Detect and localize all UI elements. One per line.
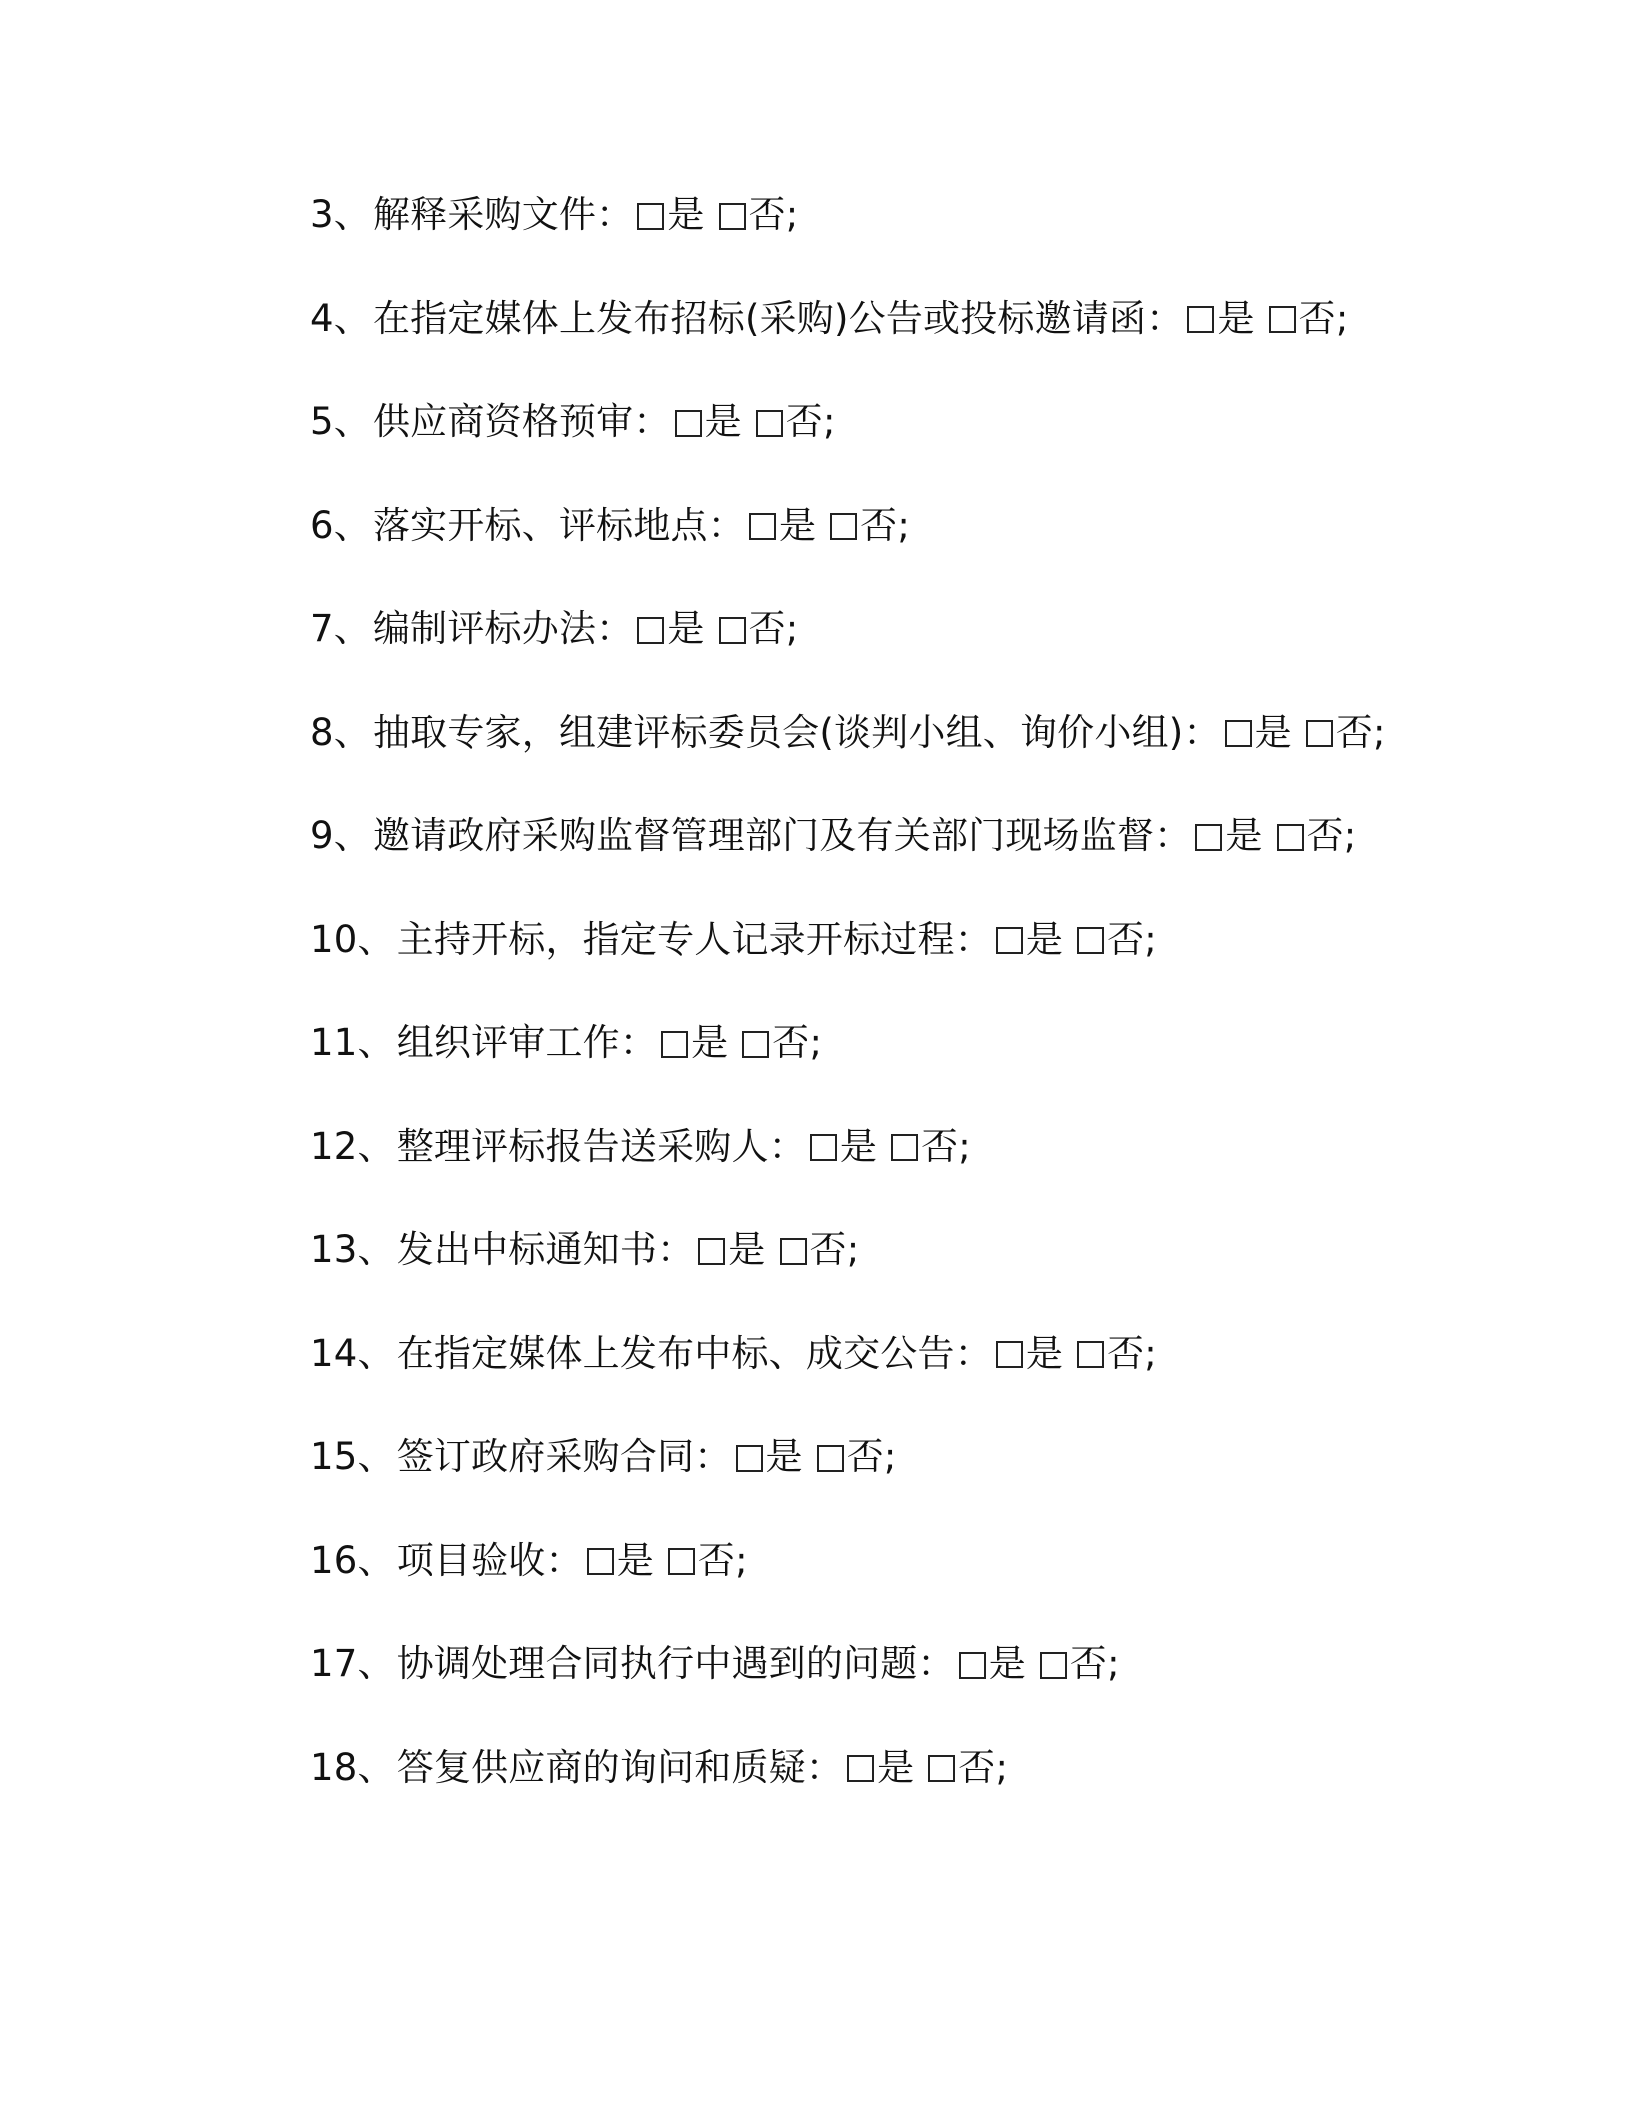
checkbox-icon[interactable] bbox=[719, 617, 746, 644]
no-label: 否 bbox=[860, 503, 898, 547]
checkbox-icon[interactable] bbox=[830, 513, 857, 540]
checklist-item bbox=[310, 1018, 1570, 1122]
yes-label: 是 bbox=[616, 1538, 654, 1582]
item-text: 邀请政府采购监督管理部门及有关部门现场监督 bbox=[372, 814, 1155, 857]
checkbox-icon[interactable] bbox=[810, 1134, 837, 1161]
item-end: ; bbox=[897, 503, 911, 547]
item-end: ; bbox=[1373, 710, 1386, 754]
item-separator: 、 bbox=[357, 1124, 395, 1168]
no-option[interactable] bbox=[1040, 1639, 1107, 1689]
item-number: 13 bbox=[310, 1228, 358, 1271]
yes-option[interactable] bbox=[698, 1225, 765, 1275]
yes-label: 是 bbox=[667, 193, 705, 236]
item-colon: ： bbox=[954, 1331, 992, 1375]
no-label: 否 bbox=[785, 400, 823, 443]
item-separator: 、 bbox=[333, 296, 371, 340]
checklist-item bbox=[310, 190, 1570, 294]
checkbox-icon[interactable] bbox=[719, 203, 746, 230]
item-text: 发出中标通知书 bbox=[396, 1228, 658, 1271]
no-option[interactable] bbox=[1077, 1329, 1144, 1379]
checkbox-icon[interactable] bbox=[749, 513, 776, 540]
checkbox-icon[interactable] bbox=[1306, 720, 1333, 747]
checklist-item bbox=[310, 1329, 1570, 1433]
item-separator: 、 bbox=[357, 1331, 395, 1375]
checkbox-icon[interactable] bbox=[1225, 720, 1252, 747]
checkbox-icon[interactable] bbox=[675, 410, 702, 437]
no-option[interactable] bbox=[742, 1018, 809, 1068]
item-number: 17 bbox=[310, 1642, 358, 1685]
checkbox-icon[interactable] bbox=[780, 1238, 807, 1265]
no-label: 否 bbox=[846, 1435, 884, 1478]
item-separator: 、 bbox=[357, 1435, 395, 1478]
no-option[interactable] bbox=[1277, 811, 1344, 861]
checkbox-icon[interactable] bbox=[1187, 306, 1214, 333]
yes-label: 是 bbox=[1025, 917, 1064, 961]
checklist-item bbox=[310, 1536, 1570, 1640]
checklist-item bbox=[310, 915, 1570, 1019]
item-end: ; bbox=[785, 193, 799, 236]
no-label: 否 bbox=[1107, 1331, 1145, 1375]
yes-option[interactable] bbox=[810, 1122, 877, 1172]
item-separator: 、 bbox=[357, 1538, 395, 1582]
checkbox-icon[interactable] bbox=[959, 1652, 986, 1679]
yes-option[interactable] bbox=[959, 1639, 1026, 1689]
no-option[interactable] bbox=[756, 397, 823, 447]
item-text: 解释采购文件 bbox=[372, 193, 597, 236]
checkbox-icon[interactable] bbox=[668, 1548, 695, 1575]
yes-option[interactable] bbox=[1225, 708, 1292, 758]
item-text: 组织评审工作 bbox=[396, 1021, 620, 1064]
item-text: 在指定媒体上发布招标(采购)公告或投标邀请函 bbox=[372, 296, 1147, 340]
item-number: 3 bbox=[310, 193, 334, 236]
item-colon: ： bbox=[954, 917, 992, 961]
yes-label: 是 bbox=[1025, 1331, 1064, 1375]
item-number: 7 bbox=[310, 607, 334, 650]
checkbox-icon[interactable] bbox=[928, 1755, 955, 1782]
item-separator: 、 bbox=[333, 400, 371, 443]
checkbox-icon[interactable] bbox=[1077, 927, 1104, 954]
checkbox-icon[interactable] bbox=[847, 1755, 874, 1782]
item-colon: ： bbox=[657, 1228, 695, 1271]
item-number: 15 bbox=[310, 1435, 358, 1478]
yes-label: 是 bbox=[778, 503, 817, 547]
item-separator: 、 bbox=[357, 1021, 395, 1064]
item-colon: ： bbox=[1183, 710, 1221, 754]
item-colon: ： bbox=[596, 607, 634, 650]
item-colon: ： bbox=[596, 193, 634, 236]
checkbox-icon[interactable] bbox=[637, 617, 664, 644]
item-end: ; bbox=[809, 1021, 823, 1064]
no-label: 否 bbox=[1335, 710, 1374, 754]
no-label: 否 bbox=[1069, 1642, 1108, 1685]
checkbox-icon[interactable] bbox=[1040, 1652, 1067, 1679]
item-number: 10 bbox=[310, 917, 358, 961]
item-end: ; bbox=[1335, 296, 1349, 340]
item-colon: ： bbox=[768, 1124, 806, 1168]
item-end: ; bbox=[735, 1538, 748, 1582]
yes-label: 是 bbox=[1217, 296, 1255, 340]
checkbox-icon[interactable] bbox=[1077, 1341, 1104, 1368]
checkbox-icon[interactable] bbox=[742, 1031, 769, 1058]
yes-option[interactable] bbox=[736, 1432, 803, 1482]
item-colon: ： bbox=[694, 1435, 732, 1478]
item-text: 编制评标办法 bbox=[372, 607, 597, 650]
item-number: 18 bbox=[310, 1745, 358, 1789]
yes-option[interactable] bbox=[1195, 811, 1262, 861]
item-colon: ： bbox=[805, 1745, 844, 1789]
no-option[interactable] bbox=[780, 1225, 847, 1275]
item-end: ; bbox=[846, 1228, 860, 1271]
no-label: 否 bbox=[697, 1538, 736, 1582]
no-option[interactable] bbox=[668, 1536, 735, 1586]
no-option[interactable] bbox=[928, 1743, 995, 1793]
checkbox-icon[interactable] bbox=[756, 410, 783, 437]
item-colon: ： bbox=[619, 1021, 658, 1064]
item-end: ; bbox=[1144, 1331, 1157, 1375]
checkbox-icon[interactable] bbox=[996, 1341, 1023, 1368]
item-text: 落实开标、评标地点 bbox=[372, 503, 708, 547]
item-end: ; bbox=[1107, 1642, 1120, 1685]
checklist bbox=[310, 190, 1570, 1846]
item-number: 4 bbox=[310, 296, 334, 340]
checkbox-icon[interactable] bbox=[698, 1238, 725, 1265]
no-option[interactable] bbox=[719, 604, 786, 654]
item-number: 14 bbox=[310, 1331, 358, 1375]
checklist-item bbox=[310, 604, 1570, 708]
item-separator: 、 bbox=[333, 607, 371, 650]
yes-option[interactable] bbox=[675, 397, 742, 447]
yes-option[interactable] bbox=[637, 604, 704, 654]
yes-label: 是 bbox=[988, 1642, 1026, 1685]
no-option[interactable] bbox=[830, 501, 897, 551]
item-end: ; bbox=[995, 1745, 1009, 1789]
no-option[interactable] bbox=[891, 1122, 958, 1172]
yes-label: 是 bbox=[691, 1021, 729, 1064]
no-option[interactable] bbox=[719, 190, 786, 240]
no-label: 否 bbox=[958, 1745, 996, 1789]
item-text: 在指定媒体上发布中标、成交公告 bbox=[396, 1331, 955, 1375]
yes-option[interactable] bbox=[637, 190, 704, 240]
item-separator: 、 bbox=[333, 710, 371, 754]
no-option[interactable] bbox=[817, 1432, 884, 1482]
item-colon: ： bbox=[917, 1642, 955, 1685]
no-label: 否 bbox=[1298, 296, 1336, 340]
item-text: 签订政府采购合同 bbox=[396, 1435, 695, 1478]
item-colon: ： bbox=[545, 1538, 583, 1582]
item-text: 协调处理合同执行中遇到的问题 bbox=[396, 1642, 918, 1685]
yes-label: 是 bbox=[877, 1745, 915, 1789]
no-label: 否 bbox=[1107, 917, 1145, 961]
checkbox-icon[interactable] bbox=[996, 927, 1023, 954]
item-colon: ： bbox=[633, 400, 671, 443]
item-text: 整理评标报告送采购人 bbox=[396, 1124, 769, 1168]
no-label: 否 bbox=[748, 193, 786, 236]
item-end: ; bbox=[822, 400, 836, 443]
yes-option[interactable] bbox=[661, 1018, 728, 1068]
checkbox-icon[interactable] bbox=[587, 1548, 614, 1575]
yes-label: 是 bbox=[839, 1124, 878, 1168]
checklist-item bbox=[310, 1122, 1570, 1226]
checklist-item bbox=[310, 708, 1570, 812]
no-option[interactable] bbox=[1269, 294, 1336, 344]
yes-option[interactable] bbox=[847, 1743, 914, 1793]
item-number: 9 bbox=[310, 814, 334, 857]
item-separator: 、 bbox=[357, 917, 395, 961]
checkbox-icon[interactable] bbox=[736, 1445, 763, 1472]
item-separator: 、 bbox=[333, 193, 371, 236]
item-text: 答复供应商的询问和质疑 bbox=[396, 1745, 806, 1789]
checkbox-icon[interactable] bbox=[661, 1031, 688, 1058]
item-end: ; bbox=[785, 607, 799, 650]
yes-label: 是 bbox=[667, 607, 705, 650]
checkbox-icon[interactable] bbox=[1195, 824, 1222, 851]
yes-option[interactable] bbox=[996, 1329, 1063, 1379]
yes-option[interactable] bbox=[749, 501, 816, 551]
yes-option[interactable] bbox=[587, 1536, 654, 1586]
no-label: 否 bbox=[772, 1021, 810, 1064]
item-text: 项目验收 bbox=[396, 1538, 546, 1582]
checklist-item bbox=[310, 1639, 1570, 1743]
checklist-item bbox=[310, 1743, 1570, 1847]
yes-label: 是 bbox=[728, 1228, 766, 1271]
checklist-item bbox=[310, 397, 1570, 501]
item-end: ; bbox=[1144, 917, 1157, 961]
yes-label: 是 bbox=[1254, 710, 1292, 754]
no-label: 否 bbox=[809, 1228, 847, 1271]
item-colon: ： bbox=[707, 503, 745, 547]
checkbox-icon[interactable] bbox=[637, 203, 664, 230]
item-separator: 、 bbox=[357, 1228, 395, 1271]
no-label: 否 bbox=[921, 1124, 959, 1168]
item-text: 主持开标，指定专人记录开标过程 bbox=[396, 917, 955, 961]
yes-label: 是 bbox=[765, 1435, 803, 1478]
item-separator: 、 bbox=[357, 1745, 395, 1789]
item-number: 6 bbox=[310, 503, 334, 547]
item-number: 16 bbox=[310, 1538, 358, 1582]
item-number: 5 bbox=[310, 400, 334, 443]
item-separator: 、 bbox=[333, 503, 371, 547]
checklist-item bbox=[310, 811, 1570, 915]
no-option[interactable] bbox=[1077, 915, 1144, 965]
item-number: 12 bbox=[310, 1124, 358, 1168]
item-separator: 、 bbox=[333, 814, 371, 857]
no-label: 否 bbox=[1306, 814, 1344, 857]
item-end: ; bbox=[883, 1435, 897, 1478]
item-number: 8 bbox=[310, 710, 334, 754]
item-text: 供应商资格预审 bbox=[372, 400, 634, 443]
item-separator: 、 bbox=[357, 1642, 395, 1685]
checkbox-icon[interactable] bbox=[817, 1445, 844, 1472]
yes-label: 是 bbox=[1225, 814, 1263, 857]
checkbox-icon[interactable] bbox=[1269, 306, 1296, 333]
checkbox-icon[interactable] bbox=[1277, 824, 1304, 851]
no-option[interactable] bbox=[1306, 708, 1373, 758]
item-colon: ： bbox=[1146, 296, 1184, 340]
no-label: 否 bbox=[748, 607, 786, 650]
item-end: ; bbox=[958, 1124, 971, 1168]
checklist-item bbox=[310, 1225, 1570, 1329]
item-end: ; bbox=[1343, 814, 1357, 857]
yes-option[interactable] bbox=[1187, 294, 1254, 344]
item-text: 抽取专家，组建评标委员会(谈判小组、询价小组) bbox=[372, 710, 1184, 754]
item-number: 11 bbox=[310, 1021, 358, 1064]
yes-option[interactable] bbox=[996, 915, 1063, 965]
checklist-item bbox=[310, 501, 1570, 605]
checkbox-icon[interactable] bbox=[891, 1134, 918, 1161]
checklist-item bbox=[310, 1432, 1570, 1536]
yes-label: 是 bbox=[704, 400, 742, 443]
item-colon: ： bbox=[1154, 814, 1192, 857]
checklist-item bbox=[310, 294, 1570, 398]
